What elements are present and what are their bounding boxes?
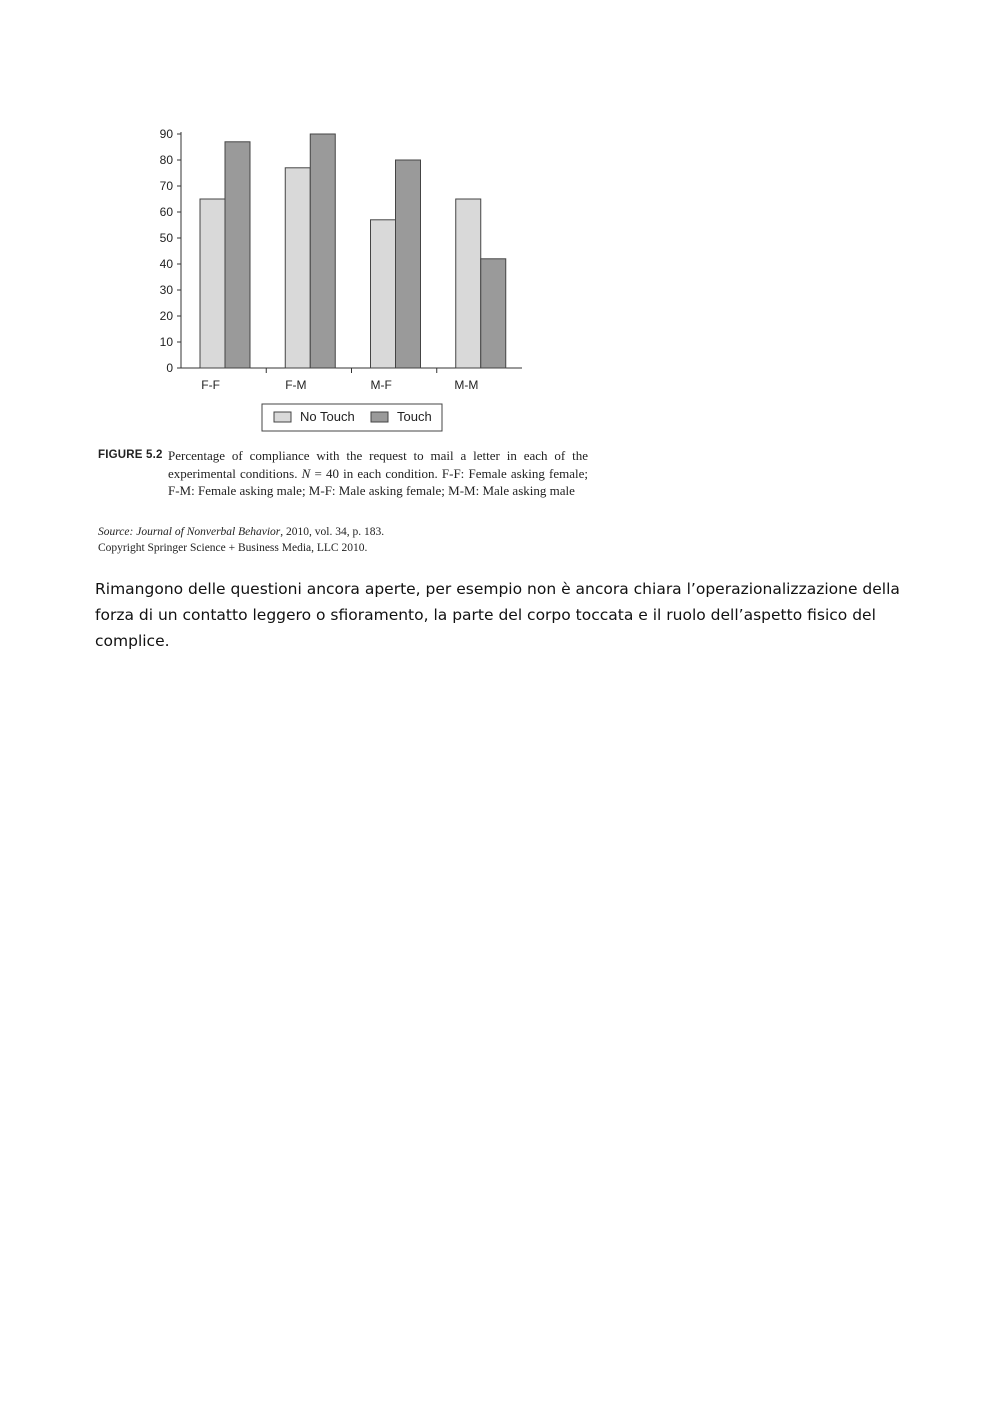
y-axis [160,127,181,375]
x-axis [181,368,522,392]
x-tick-label: F-M [285,378,307,392]
figure-caption-text [168,447,588,500]
bar-no-touch [285,168,310,368]
compliance-bar-chart [140,120,540,440]
copyright-line: Copyright Springer Science + Business Media, LLC 2010. [98,542,368,554]
legend-label: Touch [397,409,432,424]
bars [200,134,506,368]
source-label: Source: [98,526,134,538]
x-tick-label: M-F [370,378,392,392]
y-tick-label: 30 [159,283,173,297]
bar-touch [481,259,506,368]
bar-touch [396,160,421,368]
bar-no-touch [456,199,481,368]
bar-touch [225,142,250,368]
caption-prefix: Percentage of compliance with the request to mail a letter in each of the experimental conditions. [168,448,588,481]
x-tick-label: F-F [201,378,220,392]
source-rest: , 2010, vol. 34, p. 183. [280,526,385,538]
legend-swatch [274,412,291,422]
figure-source [98,524,384,556]
figure-label: FIGURE 5.2 [98,449,163,461]
body-paragraph: Rimangono delle questioni ancora aperte, per esempio non è ancora chiara l’operazionalizzazione della forza di un contatto leggero o sfioramento, la parte del corpo toccata e il ruolo dell’aspetto fisico del complice. [95,580,900,650]
y-tick-label: 80 [159,153,173,167]
y-tick-label: 60 [159,205,173,219]
y-tick-label: 20 [159,309,173,323]
y-tick-label: 90 [159,127,173,141]
legend-label: No Touch [300,409,355,424]
y-tick-label: 40 [159,257,173,271]
source-line [98,524,384,540]
legend [262,404,442,431]
caption-n: N [301,465,311,481]
bar-no-touch [371,220,396,368]
source-journal: Journal of Nonverbal Behavior [136,526,281,538]
caption-rest: = 40 in each condition. F-F: Female asking female; F-M: Female asking male; M-F: Male asking female; M-M: Male asking male [168,465,588,498]
bar-touch [310,134,335,368]
y-tick-label: 50 [159,231,173,245]
y-tick-label: 10 [159,335,173,349]
x-tick-label: M-M [454,378,479,392]
figure-caption [98,447,588,500]
legend-swatch [371,412,388,422]
bar-no-touch [200,199,225,368]
y-tick-label: 70 [159,179,173,193]
y-tick-label: 0 [166,361,173,375]
